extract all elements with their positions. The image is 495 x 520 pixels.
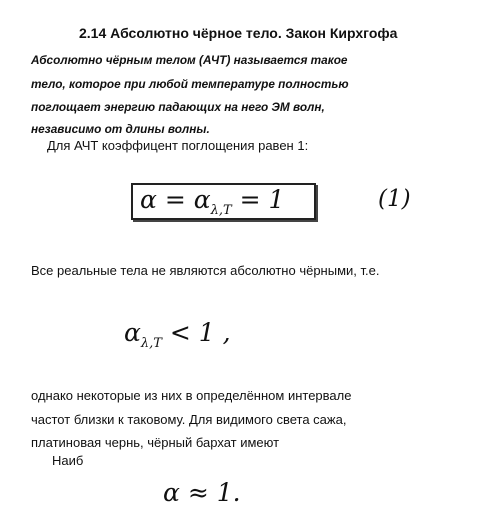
formula2-rhs: < 1 , [161, 318, 231, 347]
formula1-lhs: α = α [140, 185, 211, 214]
formula1-subscript: λ,T [210, 203, 232, 218]
formula2-lhs: α [124, 318, 141, 347]
paragraph-fragment: Наиб [52, 453, 84, 468]
paragraph-real-bodies: Все реальные тела не являются абсолютно чёрными, т.е. [31, 263, 380, 278]
definition-line-4: независимо от длины волны. [31, 122, 210, 136]
paragraph-line-2: частот близки к таковому. Для видимого света сажа, [31, 412, 347, 427]
definition-line-2: тело, которое при любой температуре полностью [31, 77, 349, 91]
formula1-rhs: = 1 [231, 185, 285, 214]
definition-line-1: Абсолютно чёрным телом (АЧТ) называется такое [31, 53, 348, 67]
paragraph-absorption: Для АЧТ коэффицент поглощения равен 1: [47, 138, 309, 153]
paragraph-line-1: однако некоторые из них в определённом интервале [31, 388, 352, 403]
section-heading: 2.14 Абсолютно чёрное тело. Закон Кирхгофа [79, 25, 398, 41]
formula-less-than-one [124, 318, 231, 351]
formula2-subscript: λ,T [140, 336, 162, 351]
paragraph-line-3: платиновая чернь, чёрный бархат имеют [31, 435, 280, 450]
equation-number: (1) [378, 186, 411, 212]
definition-line-3: поглощает энергию падающих на него ЭМ волн, [31, 100, 325, 114]
formula-approximately-one: α ≈ 1. [163, 478, 241, 507]
formula-absorption-equals-one [140, 185, 284, 218]
